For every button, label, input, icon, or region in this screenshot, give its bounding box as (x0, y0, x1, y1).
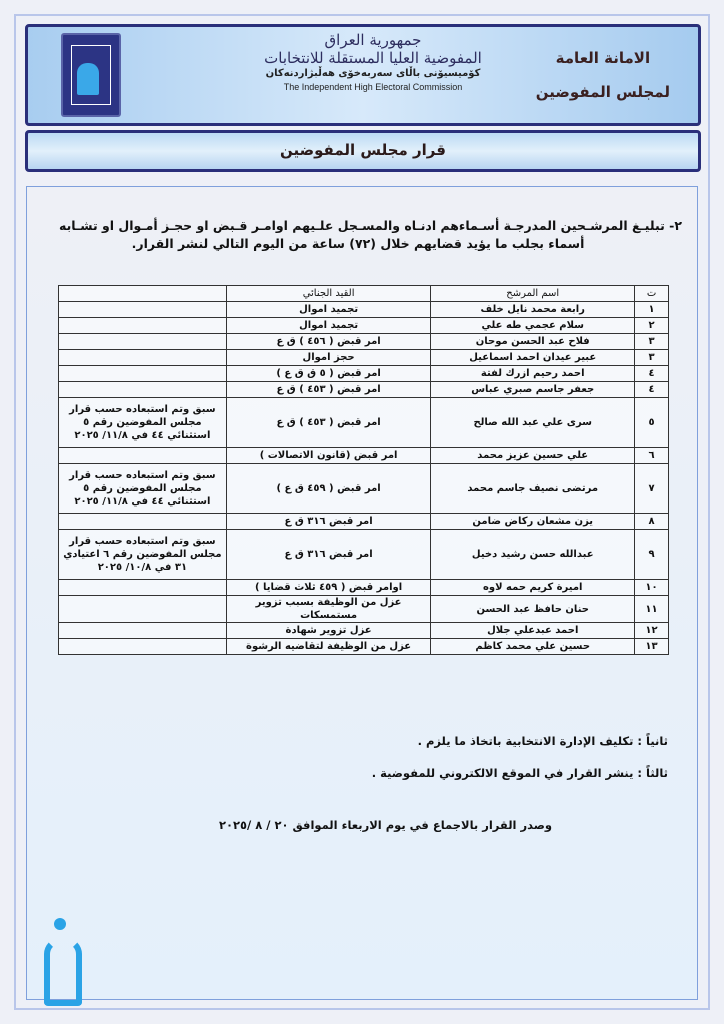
cell-note (59, 334, 227, 350)
cell-note: سبق وتم استبعاده حسب قرار مجلس المفوضين رقم ٥ استثنائي ٤٤ في ١١/٨/ ٢٠٢٥ (59, 464, 227, 514)
header-record: القيد الجنائي (226, 286, 431, 302)
cell-name: فلاح عبد الحسن موحان (431, 334, 635, 350)
cell-name: حنان حافظ عبد الحسن (431, 596, 635, 623)
cell-note (59, 350, 227, 366)
cell-record: اوامر قبض ( ٤٥٩ ثلاث قضايا ) (226, 580, 431, 596)
ihec-watermark-logo (40, 918, 86, 1008)
cell-name: اميرة كريم حمه لاوه (431, 580, 635, 596)
cell-name: رابعة محمد نايل خلف (431, 302, 635, 318)
cell-record: تجميد اموال (226, 302, 431, 318)
clause-line-2: أسماء بجلب ما يؤيد قضايهم خلال (٧٢) ساعة من اليوم التالي لنشر القرار. (131, 236, 585, 251)
header-note (59, 286, 227, 302)
republic-text: جمهورية العراق (324, 31, 422, 49)
header-name: اسم المرشح (431, 286, 635, 302)
cell-record: امر قبض ( ٤٥٣ ) ق ع (226, 382, 431, 398)
table-row (59, 448, 669, 464)
ihec-logo (61, 33, 121, 117)
header-number: ت (635, 286, 669, 302)
cell-name: سلام عجمي طه علي (431, 318, 635, 334)
cell-note: سبق وتم استبعاده حسب قرار مجلس المفوضين رقم ٦ اعتيادي ٣١ في ١٠/٨/ ٢٠٢٥ (59, 530, 227, 580)
cell-no: ٣ (635, 334, 669, 350)
closing-statement: وصدر القرار بالاجماع في يوم الاربعاء الموافق ٢٠ / ٨ /٢٠٢٥ (218, 818, 552, 832)
cell-name: علي حسين عزيز محمد (431, 448, 635, 464)
table-row (59, 318, 669, 334)
table-row (59, 623, 669, 639)
cell-name: عبير عيدان احمد اسماعيل (431, 350, 635, 366)
letterhead (25, 24, 701, 126)
cell-no: ١٢ (635, 623, 669, 639)
cell-note: سبق وتم استبعاده حسب قرار مجلس المفوضين رقم ٥ استثنائي ٤٤ في ١١/٨/ ٢٠٢٥ (59, 398, 227, 448)
page-title: قرار مجلس المفوضين (25, 130, 701, 172)
clause-2 (34, 217, 682, 253)
secretariat-label (536, 41, 670, 109)
cell-record: امر قبض ( ٤٥٣ ) ق ع (226, 398, 431, 448)
table-row (59, 596, 669, 623)
table-row (59, 398, 669, 448)
cell-note (59, 639, 227, 655)
table-row (59, 580, 669, 596)
cell-name: عبدالله حسن رشيد دخيل (431, 530, 635, 580)
cell-no: ٥ (635, 398, 669, 448)
candidates-table (58, 285, 669, 655)
commission-kurdish: كۆمیسیۆنی باڵای سەربەخۆی هەڵبژاردنەکان (265, 68, 481, 79)
cell-no: ١١ (635, 596, 669, 623)
cell-record: عزل تزوير شهادة (226, 623, 431, 639)
table-row (59, 464, 669, 514)
cell-name: احمد رحيم ازرك لفتة (431, 366, 635, 382)
table-row (59, 350, 669, 366)
table-row (59, 382, 669, 398)
resolutions (372, 725, 668, 789)
cell-note (59, 596, 227, 623)
table-header-row (59, 286, 669, 302)
cell-no: ٢ (635, 318, 669, 334)
cell-no: ٨ (635, 514, 669, 530)
table-row (59, 334, 669, 350)
cell-name: جعفر جاسم صبري عباس (431, 382, 635, 398)
cell-note (59, 514, 227, 530)
cell-note (59, 623, 227, 639)
commission-arabic: المفوضية العليا المستقلة للانتخابات (264, 49, 482, 67)
cell-name: احمد عبدعلي جلال (431, 623, 635, 639)
secretariat-line1: الامانة العامة (555, 49, 651, 67)
cell-record: امر قبض ( ٤٥٦ ) ق ع (226, 334, 431, 350)
cell-note (59, 318, 227, 334)
cell-no: ١ (635, 302, 669, 318)
table-row (59, 514, 669, 530)
cell-name: يزن مشعان ركاض ضامن (431, 514, 635, 530)
table-row (59, 366, 669, 382)
cell-note (59, 302, 227, 318)
cell-record: حجز اموال (226, 350, 431, 366)
cell-name: مرتضى نصيف جاسم محمد (431, 464, 635, 514)
cell-record: عزل من الوظيفة بسبب تزوير مستمسكات (226, 596, 431, 623)
cell-name: حسين علي محمد كاظم (431, 639, 635, 655)
secretariat-line2: لمجلس المفوضين (535, 83, 670, 101)
commission-english: The Independent High Electoral Commission (283, 82, 463, 92)
cell-no: ٦ (635, 448, 669, 464)
clause-line-1: ٢- تبليـغ المرشـحين المدرجـة أسـماءهم ادنـاه والمسـجل علـيهم اوامـر قـبض او حجـز أمـوال او تشـابه (59, 218, 682, 233)
cell-record: امر قبض ( ٥ ق ق ع ) (226, 366, 431, 382)
cell-record: تجميد اموال (226, 318, 431, 334)
cell-no: ٤ (635, 366, 669, 382)
cell-record: امر قبض ٣١٦ ق ع (226, 530, 431, 580)
cell-no: ٩ (635, 530, 669, 580)
cell-note (59, 448, 227, 464)
table-row (59, 302, 669, 318)
resolution-third: ثالثاً : ينشر القرار في الموقع الالكتروني للمفوضية . (371, 766, 668, 780)
resolution-second: ثانياً : تكليف الإدارة الانتخابية باتخاذ ما يلزم . (417, 734, 668, 748)
cell-record: امر قبض (قانون الاتصالات ) (226, 448, 431, 464)
cell-no: ١٣ (635, 639, 669, 655)
table-row (59, 639, 669, 655)
cell-record: عزل من الوظيفة لتقاضيه الرشوة (226, 639, 431, 655)
cell-no: ٣ (635, 350, 669, 366)
cell-name: سرى علي عبد الله صالح (431, 398, 635, 448)
cell-note (59, 382, 227, 398)
cell-no: ٤ (635, 382, 669, 398)
cell-record: امر قبض ( ٤٥٩ ق ع ) (226, 464, 431, 514)
table-row (59, 530, 669, 580)
cell-no: ١٠ (635, 580, 669, 596)
cell-note (59, 580, 227, 596)
commission-emblem-text (258, 31, 488, 94)
cell-no: ٧ (635, 464, 669, 514)
cell-record: امر قبض ٣١٦ ق ع (226, 514, 431, 530)
cell-note (59, 366, 227, 382)
